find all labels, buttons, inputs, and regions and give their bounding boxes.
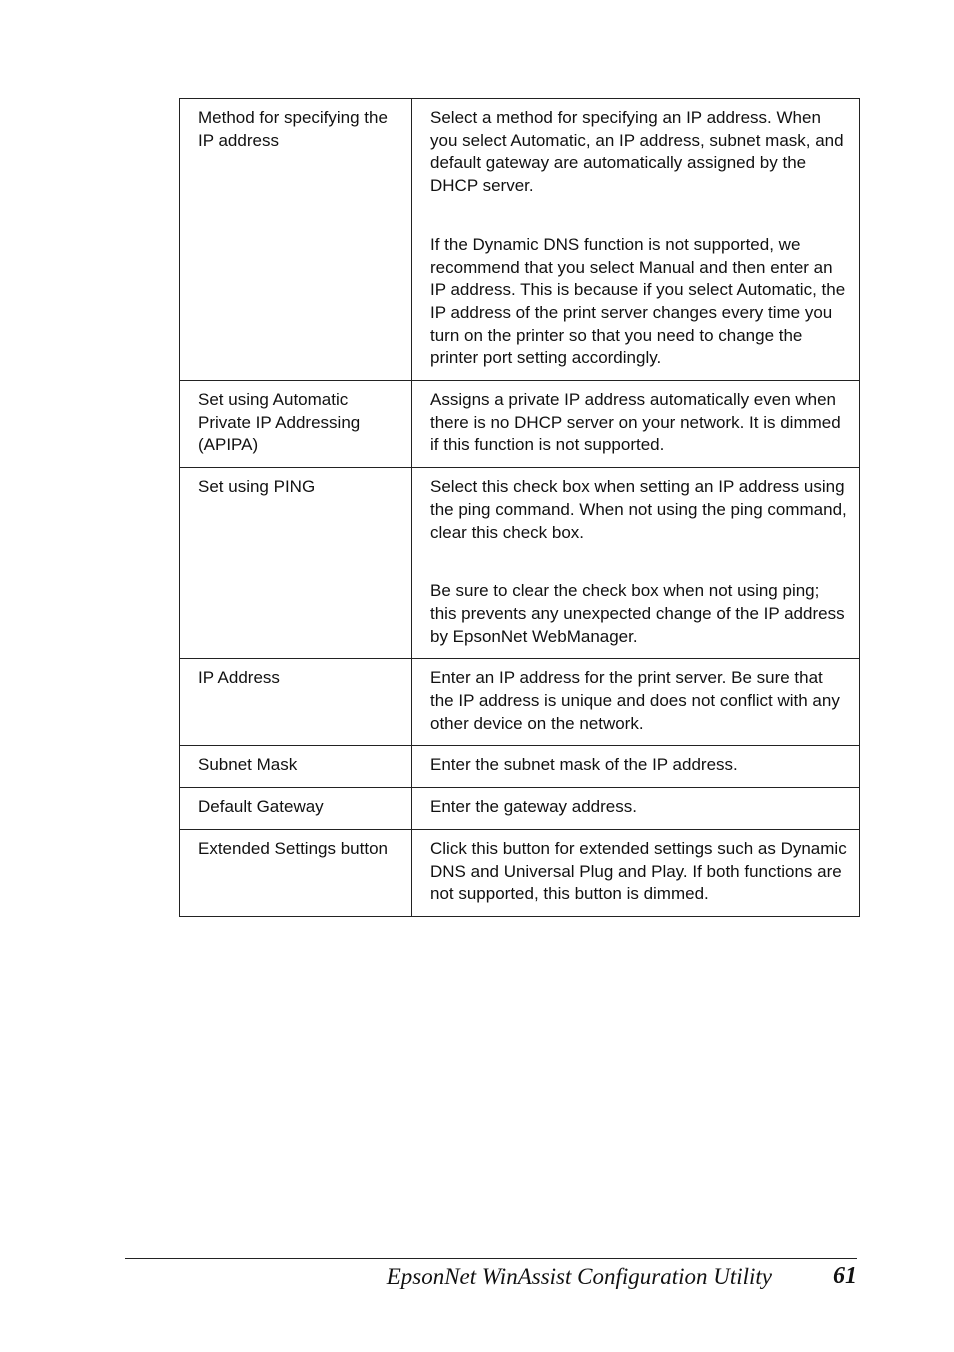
footer-divider — [125, 1258, 857, 1259]
settings-table — [179, 98, 860, 917]
table-row — [180, 468, 860, 659]
setting-name-cell — [180, 468, 412, 659]
running-footer-title: EpsonNet WinAssist Configuration Utility — [386, 1264, 772, 1289]
setting-name-cell — [180, 381, 412, 468]
setting-description: Select this check box when setting an IP address using the ping command. When not using the ping command, clear this check box. — [430, 477, 847, 542]
setting-name-cell — [180, 829, 412, 916]
setting-description-cell — [412, 659, 860, 746]
setting-name-cell — [180, 788, 412, 830]
setting-name: IP Address — [198, 668, 280, 688]
setting-description: Assigns a private IP address automatically even when there is no DHCP server on your network. It is dimmed if this function is not supported. — [430, 390, 841, 455]
setting-name: Set using PING — [198, 477, 316, 497]
setting-description-cell — [412, 468, 860, 659]
setting-description: Enter the gateway address. — [430, 797, 637, 817]
table-row — [180, 788, 860, 830]
setting-name: Subnet Mask — [198, 755, 298, 775]
setting-description: Enter the subnet mask of the IP address. — [430, 755, 738, 775]
setting-description-cell — [412, 99, 860, 381]
setting-description: If the Dynamic DNS function is not supported, we recommend that you select Manual and then enter an IP address. This is because if you select Automatic, the IP address of the print server changes every time you turn on the printer so that you need to change the printer port setting accordingly. — [430, 234, 846, 368]
setting-description: Enter an IP address for the print server. Be sure that the IP address is unique and does not conflict with any other device on the network. — [430, 668, 840, 733]
page-number: 61 — [833, 1263, 857, 1289]
setting-name: Default Gateway — [198, 797, 324, 817]
setting-description-cell — [412, 788, 860, 830]
table-row — [180, 659, 860, 746]
table-row — [180, 746, 860, 788]
setting-name-cell — [180, 746, 412, 788]
setting-name: Set using Automatic Private IP Addressing (APIPA) — [198, 390, 361, 455]
table-row — [180, 381, 860, 468]
setting-description: Be sure to clear the check box when not using ping; this prevents any unexpected change of the IP address by EpsonNet WebManager. — [430, 581, 845, 646]
setting-name: Extended Settings button — [198, 838, 388, 858]
setting-name: Method for specifying the IP address — [198, 108, 388, 150]
setting-description-cell — [412, 746, 860, 788]
setting-description-cell — [412, 829, 860, 916]
setting-description: Select a method for specifying an IP address. When you select Automatic, an IP address, subnet mask, and default gateway are automatically assigned by the DHCP server. — [430, 108, 844, 196]
setting-name-cell — [180, 659, 412, 746]
setting-name-cell — [180, 99, 412, 381]
table-row — [180, 99, 860, 381]
setting-description: Click this button for extended settings such as Dynamic DNS and Universal Plug and Play. If both functions are not supported, this button is dimmed. — [430, 838, 847, 904]
setting-description-cell — [412, 381, 860, 468]
table-row — [180, 829, 860, 916]
